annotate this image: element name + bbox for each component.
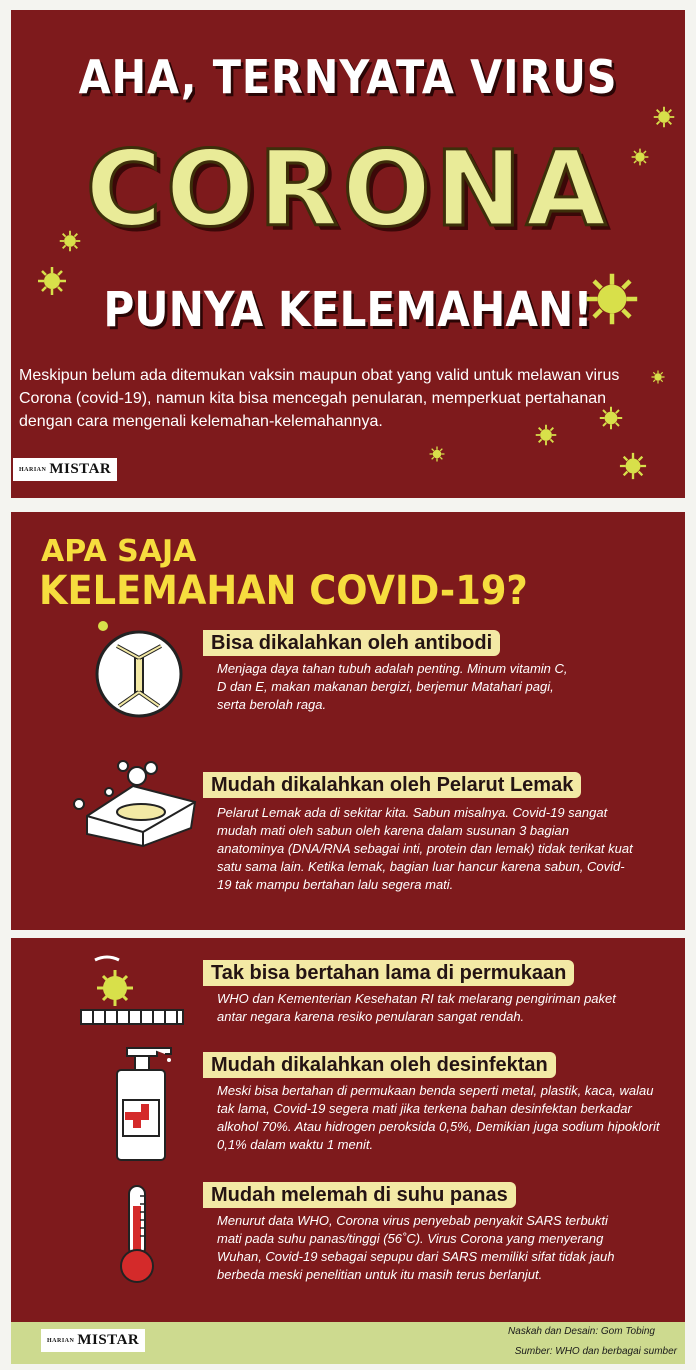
title-line1: AHA, TERNYATA VIRUS — [78, 50, 618, 104]
antibody-icon — [89, 618, 189, 718]
item-2-title: Mudah dikalahkan oleh Pelarut Lemak — [203, 772, 581, 798]
title-corona: CORONA — [85, 128, 611, 250]
virus-icon — [37, 266, 67, 296]
mistar-logo: HARIAN MISTAR — [13, 458, 117, 481]
virus-icon — [429, 446, 445, 462]
virus-icon — [599, 406, 623, 430]
virus-icon — [535, 424, 557, 446]
surface-icon — [77, 952, 187, 1028]
weakness-panel-2 — [11, 938, 685, 1322]
credit-author: Naskah dan Desain: Gom Tobing — [508, 1326, 655, 1337]
item-5-desc: Menurut data WHO, Corona virus penyebab penyakit SARS terbukti mati pada suhu panas/tinggi (56˚C). Virus Corona yang menyerang Wuhan, Covid-19 sebagai sepupu dari SARS memiliki sifat tidak jauh berbeda meski penelitian untuk itu masih terus berlanjut. — [217, 1213, 615, 1282]
item-3-title: Tak bisa bertahan lama di permukaan — [203, 960, 574, 986]
item-5-title: Mudah melemah di suhu panas — [203, 1182, 516, 1208]
mistar-logo-footer: HARIAN MISTAR — [41, 1329, 145, 1352]
intro-text: Meskipun belum ada ditemukan vaksin maupun obat yang valid untuk melawan virus Corona (covid-19), namun kita bisa mencegah penularan, memperkuat pertahanan dengan cara mengenali kelemahan-kelemahannya. — [19, 367, 620, 430]
item-1-desc: Menjaga daya tahan tubuh adalah penting. Minum vitamin C, D dan E, makan makanan bergizi, berjemur Matahari pagi, serta berolah raga. — [217, 661, 568, 712]
title-line3: PUNYA KELEMAHAN! — [103, 282, 593, 338]
item-4-title: Mudah dikalahkan oleh desinfektan — [203, 1052, 556, 1078]
soap-icon — [73, 756, 203, 852]
virus-icon — [651, 370, 665, 384]
credit-source: Sumber: WHO dan berbagai sumber — [514, 1346, 677, 1357]
weakness-panel-1 — [11, 512, 685, 930]
item-2-desc: Pelarut Lemak ada di sekitar kita. Sabun misalnya. Covid-19 sangat mudah mati oleh sabun oleh karena dalam susunan 3 bagian anatominya (DNA/RNA sebagai inti, protein dan lemak) tidak terikat kuat satu sama lain. Ketika lemak, bagian luar hancur karena sabun, Covid-19 tak mampu bertahan lalu segera mati. — [217, 805, 633, 892]
virus-icon — [631, 148, 649, 166]
virus-icon — [619, 452, 647, 480]
item-3-desc: WHO dan Kementerian Kesehatan RI tak melarang pengiriman paket antar negara karena resiko penularan sangat rendah. — [217, 991, 616, 1024]
virus-icon — [59, 230, 81, 252]
header-panel — [11, 10, 685, 498]
item-1-title: Bisa dikalahkan oleh antibodi — [203, 630, 500, 656]
virus-icon — [585, 272, 639, 326]
virus-icon — [653, 106, 675, 128]
section-heading-big: KELEMAHAN COVID-19? — [39, 568, 528, 614]
disinfectant-bottle-icon — [109, 1042, 179, 1164]
item-4-desc: Meski bisa bertahan di permukaan benda seperti metal, plastik, kaca, walau tak lama, Covid-19 segera mati jika terkena bahan desinfektan berkadar alkohol 70%. Atau hidrogen peroksida 0,5%, Demikian juga sodium hipoklorit 0,1% dalam waktu 1 menit. — [217, 1083, 660, 1152]
section-heading-small: APA SAJA — [41, 534, 197, 569]
thermometer-icon — [107, 1182, 167, 1286]
footer — [11, 1322, 685, 1364]
